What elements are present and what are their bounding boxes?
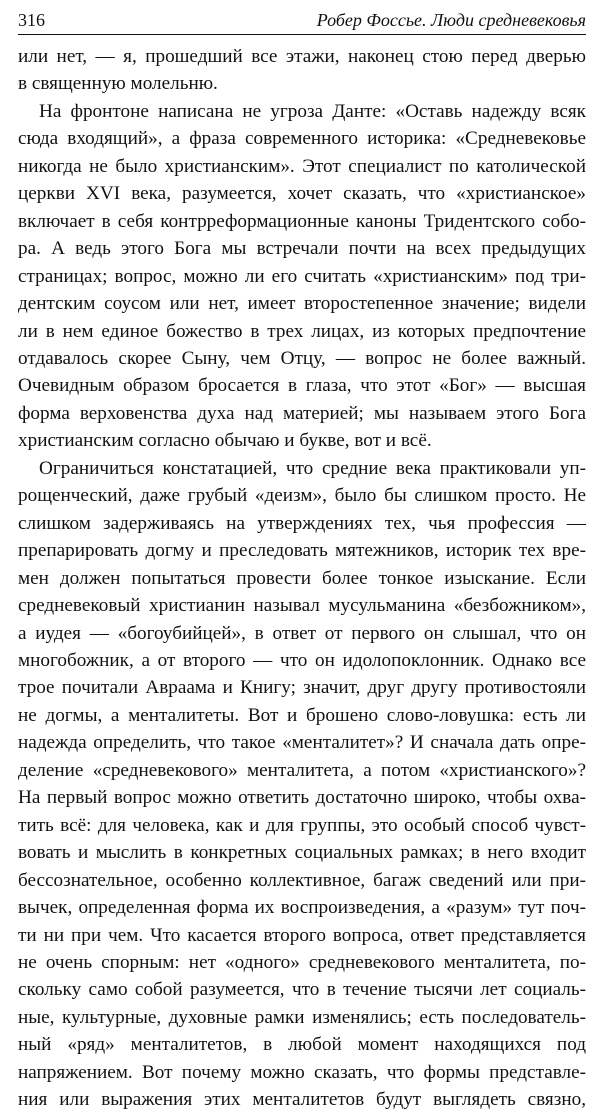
text-line: трое почитали Авраама и Книгу; значит, друг другу противостояли [18, 677, 586, 699]
text-line: не догмы, а менталитеты. Вот и брошено слово-ловушка: есть ли [18, 704, 586, 726]
text-line: Ограничиться констатацией, что средние века практиковали уп- [39, 457, 586, 479]
text-line: церкви XVI века, разумеется, хочет сказать, что «христианское» [18, 183, 586, 205]
body-text [18, 43, 586, 1114]
text-line: слишком задерживаясь на утверждениях тех, чья профессия — [18, 512, 586, 534]
text-line: не очень спорным: нет «одного» средневекового менталитета, по- [18, 951, 586, 973]
text-line: или нет, — я, прошедший все этажи, наконец стою перед дверью [18, 46, 586, 67]
text-line: напряжением. Вот почему можно сказать, что формы представле- [18, 1061, 586, 1083]
paragraph [18, 43, 586, 98]
text-line: Очевидным образом бросается в глаза, что этот «Бог» — высшая [18, 375, 586, 397]
text-line: дентским соусом или нет, имеет второстепенное значение; видели [18, 293, 586, 315]
text-line: ные, культурные, духовные рамки изменялись; есть последователь- [18, 1006, 586, 1028]
text-line: форма верховенства духа над материей; мы называем этого Бога [18, 402, 586, 424]
text-line: рощенческий, даже грубый «деизм», было бы слишком просто. Не [18, 485, 586, 507]
text-line: надежда определить, что такое «менталитет»? И сначала дать опре- [18, 732, 586, 754]
text-line: На первый вопрос можно ответить достаточно широко, чтобы охва- [18, 787, 586, 809]
paragraph [18, 455, 586, 1114]
text-line: тить всё: для человека, как и для группы, это особый способ чувст- [18, 814, 586, 836]
text-line: ный «ряд» менталитетов, в любой момент находящихся под [18, 1034, 586, 1056]
text-line: никогда не было христианским». Этот специалист по католической [18, 155, 586, 177]
text-line: деление «средневекового» менталитета, а потом «христианского»? [18, 759, 586, 781]
text-line: На фронтоне написана не угроза Данте: «Оставь надежду всяк [39, 100, 586, 122]
text-line: страницах; вопрос, можно ли его считать «христианским» под три- [18, 265, 586, 287]
text-line: вычек, определенная форма их воспроизведения, а «разум» тут поч- [18, 897, 586, 919]
header-rule [18, 34, 586, 35]
text-line: ти ни при чем. Что касается второго вопроса, ответ представляется [18, 924, 586, 946]
text-line: ния или выражения этих менталитетов будут выглядеть связно, [18, 1089, 586, 1111]
text-line: мен должен попытаться провести более тонкое изыскание. Если [18, 567, 586, 589]
text-line: отдавалось скорее Сыну, чем Отцу, — вопрос не более важный. [18, 347, 586, 369]
text-line: включает в себя контрреформационные каноны Тридентского собо- [18, 210, 586, 232]
running-title: Робер Фоссье. Люди средневековья [316, 10, 586, 30]
text-line: скольку само собой разумеется, что в течение тысячи лет социаль- [18, 979, 586, 1001]
text-line: ра. А ведь этого Бога мы встречали почти на всех предыдущих [18, 238, 586, 260]
page-number: 316 [18, 10, 45, 30]
running-head [18, 6, 586, 34]
text-line: христианским согласно обычаю и букве, вот и всё. [18, 430, 432, 452]
text-line: препарировать догму и преследовать мятежников, историк тех вре- [18, 540, 586, 562]
text-line: бессознательное, особенно коллективное, багаж сведений или при- [18, 869, 586, 891]
text-line: сюда входящий», а фраза современного историка: «Средневековье [18, 128, 586, 150]
paragraph [18, 98, 586, 455]
text-line: вовать и мыслить в конкретных социальных рамках; в него входит [18, 842, 586, 864]
text-line: ли в нем единое божество в трех лицах, из которых предпочтение [18, 320, 586, 342]
text-line: в священную молельню. [18, 73, 218, 95]
text-line: средневековый христианин называл мусульманина «безбожником», [18, 595, 586, 617]
book-page [18, 6, 586, 1111]
text-line: многобожник, а от второго — что он идолопоклонник. Однако все [18, 649, 586, 671]
text-line: а иудея — «богоубийцей», в ответ от первого он слышал, что он [18, 622, 586, 644]
